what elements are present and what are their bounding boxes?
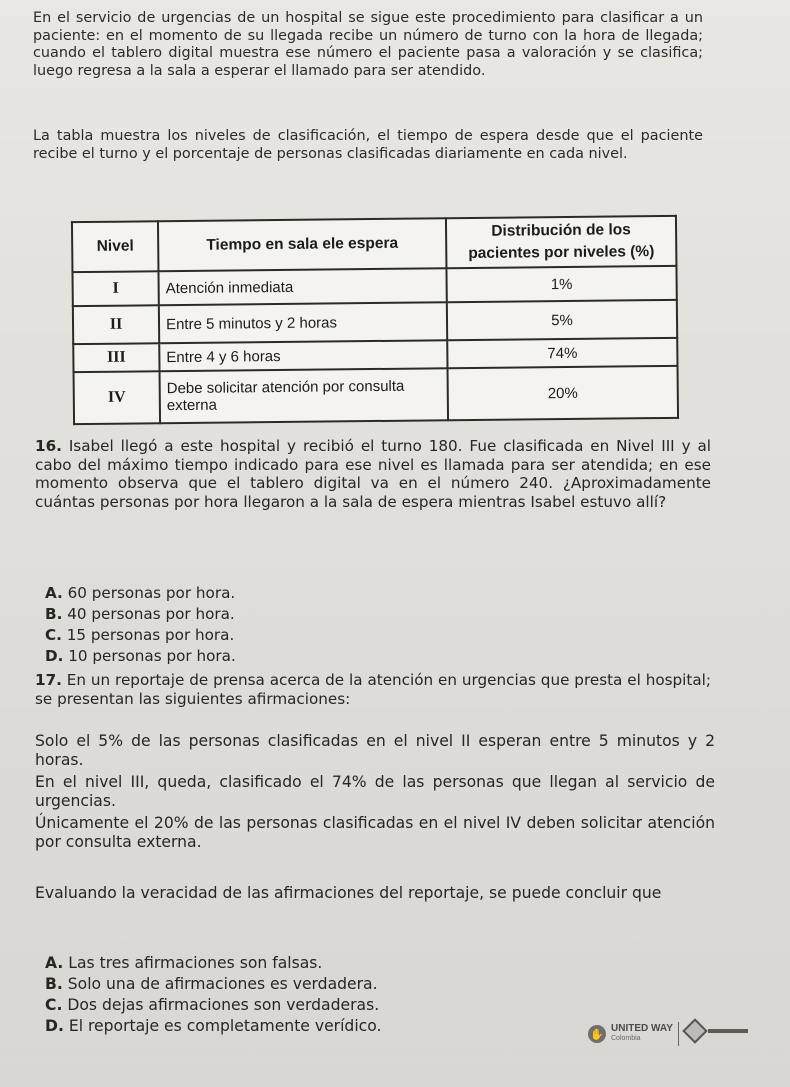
intro-paragraph-1: En el servicio de urgencias de un hospital se sigue este procedimiento para clasificar a un paciente: en el momento de su llegada recibe un número de turno con la hora de llegada; cuando el tablero digital muestra ese número el paciente pasa a valoración y se clasifica; luego regresa a la sala a esperar el llamado para ser atendido. xyxy=(33,10,703,79)
option-text: 60 personas por hora. xyxy=(67,584,236,602)
q17-option-d xyxy=(45,1017,381,1035)
logo-divider xyxy=(678,1022,679,1046)
cell-pct: 1% xyxy=(446,266,676,302)
q17-option-c xyxy=(45,996,379,1014)
q16-option-d xyxy=(45,647,236,665)
statement-2: En el nivel III, queda, clasificado el 74% de las personas que llegan al servicio de urgencias. xyxy=(35,773,715,810)
cell-pct: 20% xyxy=(448,366,679,420)
option-letter: C. xyxy=(45,996,63,1014)
q17-option-a xyxy=(45,954,322,972)
q17-option-b xyxy=(45,975,378,993)
option-text: 10 personas por hora. xyxy=(68,647,236,665)
intro-paragraph-2: La tabla muestra los niveles de clasificación, el tiempo de espera desde que el paciente recibe el turno y el porcentaje de personas clasificadas diariamente en cada nivel. xyxy=(33,128,703,162)
hand-icon: ✋ xyxy=(588,1025,606,1043)
table-row xyxy=(73,300,677,344)
option-letter: D. xyxy=(45,1017,64,1035)
option-text: Dos dejas afirmaciones son verdaderas. xyxy=(67,996,380,1014)
cell-tiempo: Debe solicitar atención por consulta externa xyxy=(160,368,449,423)
cell-nivel: I xyxy=(72,271,158,306)
diamond-icon xyxy=(682,1018,707,1043)
header-dist-line1: Distribución de los xyxy=(491,221,631,240)
header-dist-line2: pacientes por niveles (%) xyxy=(468,243,655,263)
option-text: 15 personas por hora. xyxy=(66,626,235,644)
option-letter: B. xyxy=(45,605,63,623)
table-row xyxy=(74,366,679,424)
option-letter: C. xyxy=(45,626,62,644)
cell-tiempo: Entre 5 minutos y 2 horas xyxy=(159,302,447,343)
question-16 xyxy=(35,437,711,511)
cell-pct: 5% xyxy=(447,300,677,340)
header-tiempo: Tiempo en sala ele espera xyxy=(158,218,447,271)
option-letter: D. xyxy=(45,647,64,665)
statement-3: Únicamente el 20% de las personas clasificadas en el nivel IV deben solicitar atención por consulta externa. xyxy=(35,814,715,851)
partner-logo xyxy=(686,1022,748,1040)
table-header-row xyxy=(72,216,676,272)
option-text: Las tres afirmaciones son falsas. xyxy=(68,954,323,972)
q16-option-a xyxy=(45,584,235,602)
classification-table xyxy=(71,215,679,425)
question-text: Isabel llegó a este hospital y recibió el turno 180. Fue clasificada en Nivel III y al cabo del máximo tiempo indicado para ese nivel es llamada para ser atendida; en ese momento observa que el tablero digital va en el número 240. ¿Aproximadamente cuántas personas por hora llegaron a la sala de espera mientras Isabel estuvo allí? xyxy=(35,437,711,511)
header-distribucion xyxy=(446,216,677,268)
option-text: Solo una de afirmaciones es verdadera. xyxy=(67,975,378,993)
q16-option-c xyxy=(45,626,234,644)
q16-option-b xyxy=(45,605,235,623)
option-letter: A. xyxy=(45,954,64,972)
cell-tiempo: Atención inmediata xyxy=(158,268,446,305)
question-number: 17. xyxy=(35,671,62,689)
option-text: 40 personas por hora. xyxy=(67,605,235,623)
option-text: El reportaje es completamente verídico. xyxy=(68,1017,382,1035)
question-text: En un reportaje de prensa acerca de la atención en urgencias que presta el hospital; se presentan las siguientes afirmaciones: xyxy=(35,671,711,708)
evaluation-prompt: Evaluando la veracidad de las afirmaciones del reportaje, se puede concluir que xyxy=(35,884,662,902)
cell-nivel: III xyxy=(73,343,159,372)
question-17 xyxy=(35,671,711,708)
question-number: 16. xyxy=(35,437,62,455)
cell-nivel: II xyxy=(73,305,159,344)
logo-sub: Colombia xyxy=(611,1035,641,1042)
logo-bar-icon xyxy=(708,1029,748,1033)
logo-name: UNITED WAY xyxy=(611,1023,673,1034)
statement-1: Solo el 5% de las personas clasificadas en el nivel II esperan entre 5 minutos y 2 horas. xyxy=(35,732,715,769)
option-letter: B. xyxy=(45,975,63,993)
option-letter: A. xyxy=(45,584,63,602)
cell-tiempo: Entre 4 y 6 horas xyxy=(159,340,447,371)
cell-pct: 74% xyxy=(447,338,677,368)
united-way-logo xyxy=(588,1024,673,1044)
header-nivel: Nivel xyxy=(72,221,159,272)
cell-nivel: IV xyxy=(74,371,161,424)
